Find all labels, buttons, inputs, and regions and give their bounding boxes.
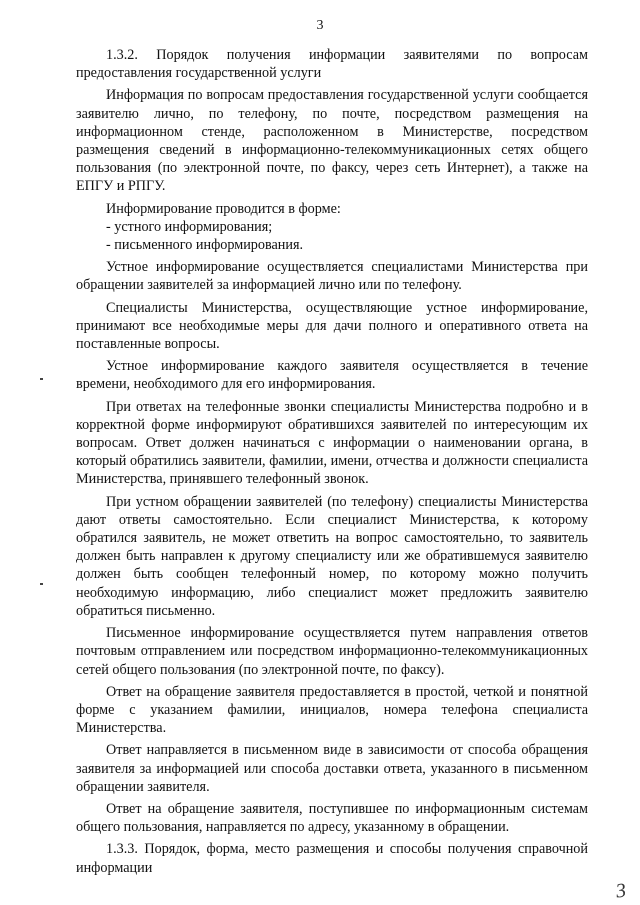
paragraph: Устное информирование осуществляется специалистами Министерства при обращении заявителей за информацией лично или по телефону.	[76, 259, 588, 294]
list-item: - письменного информирования.	[106, 237, 304, 254]
paragraph: Ответ на обращение заявителя предоставляется в простой, четкой и понятной форме с указанием фамилии, инициалов, номера телефона специалиста Министерства.	[76, 683, 588, 737]
paragraph: Письменное информирование осуществляется путем направления ответов почтовым отправлением или посредством информационно-телекоммуникационных сетей общего пользования (по электронной почте, по факсу).	[76, 625, 588, 678]
paragraph: Устное информирование каждого заявителя осуществляется в течение времени, необходимого для его информирования.	[76, 358, 588, 393]
paragraph: Ответ на обращение заявителя, поступившее по информационным системам общего пользования, направляется по адресу, указанному в обращении.	[76, 800, 588, 836]
paragraph: Специалисты Министерства, осуществляющие устное информирование, принимают все необходимые меры для дачи полного и оперативного ответа на поставленные вопросы.	[76, 299, 588, 353]
section-heading: 1.3.2. Порядок получения информации заявителями по вопросам предоставления государственной услуги	[76, 47, 588, 82]
page-number: 3	[316, 18, 324, 33]
list-item: - устного информирования;	[106, 218, 273, 235]
paragraph: Информация по вопросам предоставления государственной услуги сообщается заявителю лично, по телефону, по почте, посредством размещения на информационном стенде, расположенном в Министерстве, посредством размещения сведений в информационно-телекоммуникационных сетях общего пользования (по электронной почте, по факсу, через сеть Интернет), а также на ЕПГУ и РПГУ.	[76, 87, 588, 195]
handwritten-page-mark: 3	[614, 879, 628, 903]
section-heading: 1.3.3. Порядок, форма, место размещения и способы получения справочной информации	[76, 841, 588, 876]
paragraph: Информирование проводится в форме:	[106, 200, 341, 217]
paragraph: При устном обращении заявителей (по телефону) специалисты Министерства дают ответы самостоятельно. Если специалист Министерства, к которому обратился заявитель, не может ответить на вопрос самостоятельно, то заявитель должен быть направлен к другому специалисту или же обратившемуся заявителю должен быть сообщен телефонный номер, по которому можно получить необходимую информацию, либо специалист может предложить заявителю обратиться письменно.	[76, 493, 588, 619]
margin-tick	[40, 583, 43, 585]
paragraph: При ответах на телефонные звонки специалисты Министерства подробно и в корректной форме информируют обратившихся заявителей по интересующим их вопросам. Ответ должен начинаться с информации о наименовании органа, в который обратились заявители, фамилии, имени, отчества и должности специалиста Министерства, принявшего телефонный звонок.	[76, 398, 588, 488]
document-body	[76, 46, 588, 881]
margin-tick	[40, 378, 43, 380]
paragraph: Ответ направляется в письменном виде в зависимости от способа обращения заявителя за информацией или способа доставки ответа, указанного в письменном обращении заявителя.	[76, 742, 588, 795]
